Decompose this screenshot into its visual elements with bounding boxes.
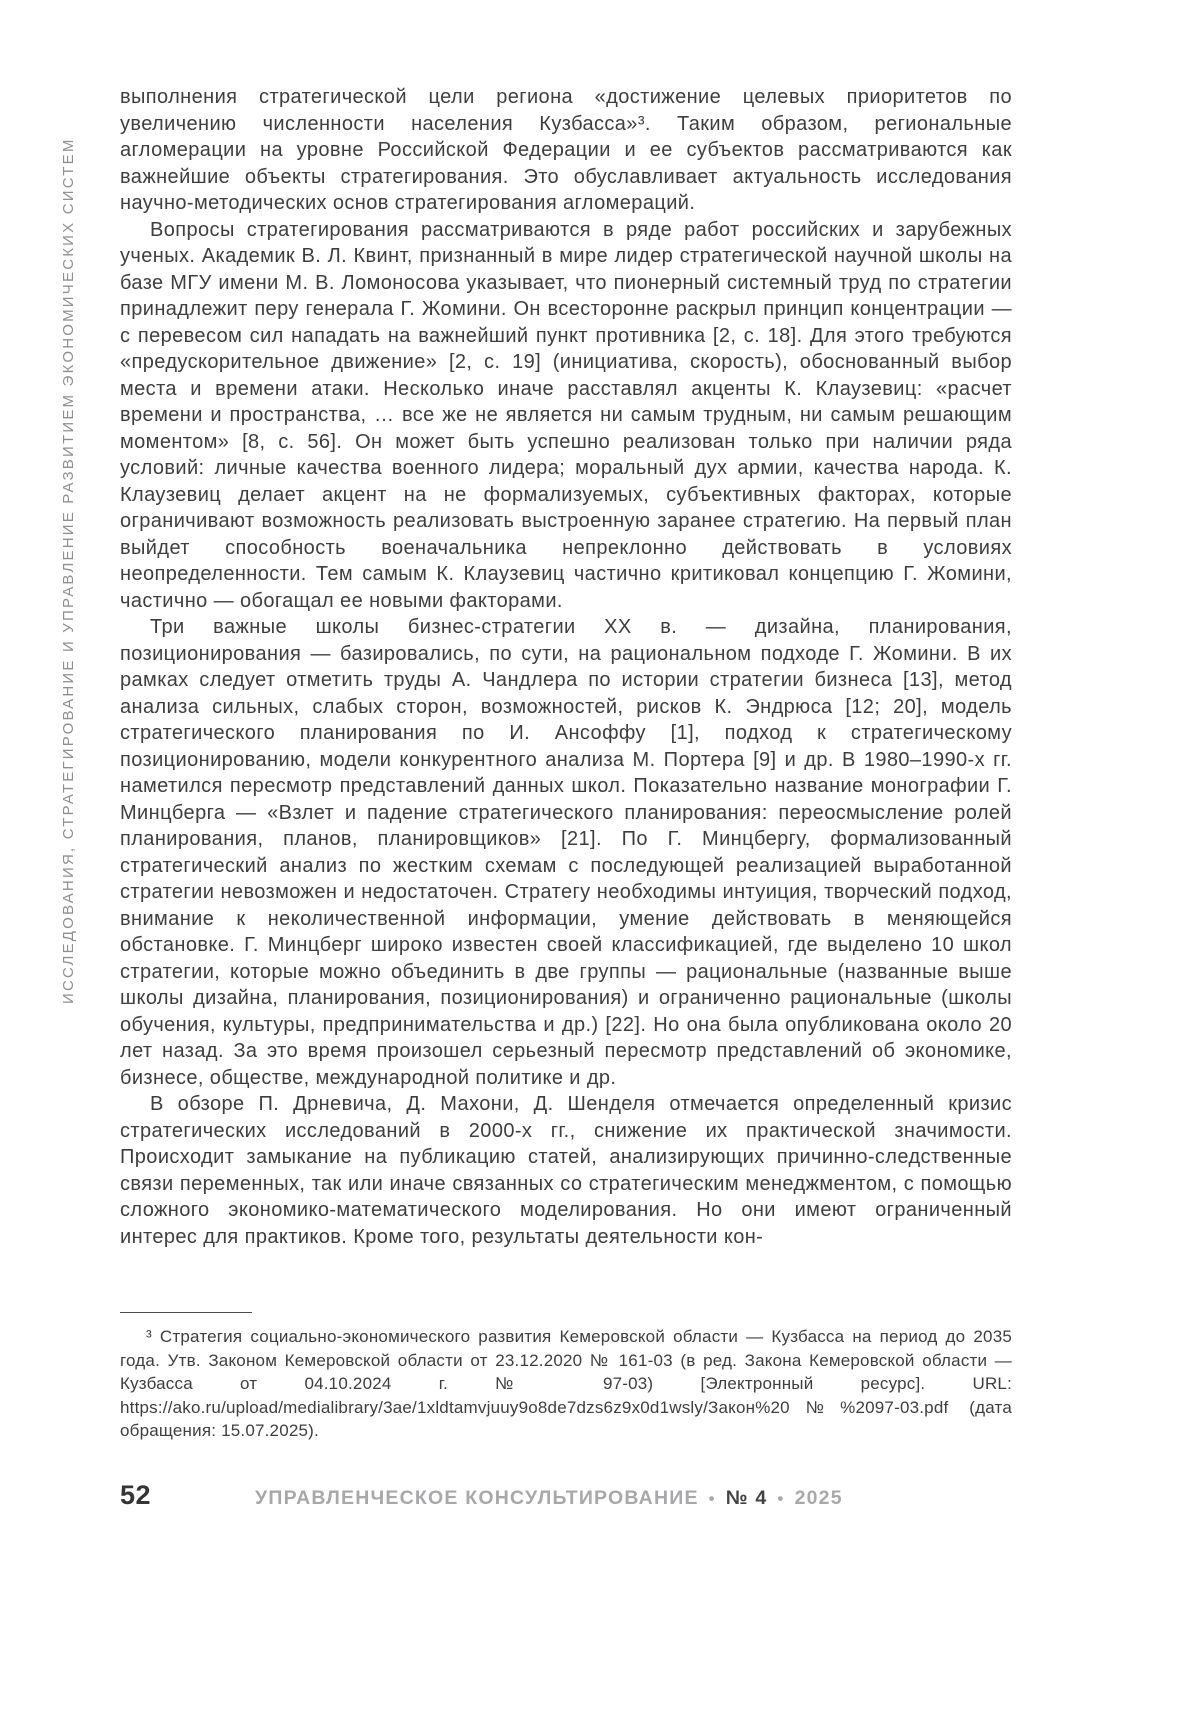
journal-line xyxy=(255,1487,843,1510)
issue-year: 2025 xyxy=(794,1487,843,1509)
journal-title: УПРАВЛЕНЧЕСКОЕ КОНСУЛЬТИРОВАНИЕ xyxy=(255,1487,699,1509)
footnote-separator-rule xyxy=(120,1312,252,1313)
footnote-block xyxy=(120,1312,1012,1443)
body-paragraph: В обзоре П. Дрневича, Д. Махони, Д. Шенделя отмечается определенный кризис стратегических исследований в 2000-х гг., снижение их практической значимости. Происходит замыкание на публикацию статей, анализирующих причинно-следственные связи переменных, так или иначе связанных со стратегическим менеджментом, с помощью сложного экономико-математического моделирования. Но они имеют ограниченный интерес для практиков. Кроме того, результаты деятельности кон- xyxy=(120,1093,1012,1248)
issue-number: № 4 xyxy=(725,1487,768,1509)
footer-separator-dot: • xyxy=(708,1489,716,1508)
sidebar-section-title: ИССЛЕДОВАНИЯ, СТРАТЕГИРОВАНИЕ И УПРАВЛЕНИЕ РАЗВИТИЕМ ЭКОНОМИЧЕСКИХ СИСТЕМ xyxy=(60,137,77,1004)
footnote-text: ³ Стратегия социально-экономического развития Кемеровской области — Кузбасса на период до 2035 года. Утв. Законом Кемеровской области от 23.12.2020 № 161-03 (в ред. Закона Кемеровской области — Кузбасса от 04.10.2024 г. № 97-03) [Электронный ресурс]. URL: https://ako.ru/upload/medialibrary/3ae/1xldtamvjuuy9o8de7dzs6z9x0d1wsly/Закон%20№%2097-03.pdf (дата обращения: 15.07.2025). xyxy=(120,1327,1012,1440)
body-paragraph: Три важные школы бизнес-стратегии XX в. — дизайна, планирования, позиционирования — базировались, по сути, на рациональном подходе Г. Жомини. В их рамках следует отметить труды А. Чандлера по истории стратегии бизнеса [13], метод анализа сильных, слабых сторон, возможностей, рисков К. Эндрюса [12; 20], модель стратегического планирования по И. Ансоффу [1], подход к стратегическому позиционированию, модели конкурентного анализа М. Портера [9] и др. В 1980–1990-х гг. наметился пересмотр представлений данных школ. Показательно название монографии Г. Минцберга — «Взлет и падение стратегического планирования: переосмысление ролей планирования, планов, планировщиков» [21]. По Г. Минцбергу, формализованный стратегический анализ по жестким схемам с последующей реализацией выработанной стратегии невозможен и недостаточен. Стратегу необходимы интуиция, творческий подход, внимание к неколичественной информации, умение действовать в меняющейся обстановке. Г. Минцберг широко известен своей классификацией, где выделено 10 школ стратегии, которые можно объединить в две группы — рациональные (названные выше школы дизайна, планирования, позиционирования) и ограниченно рациональные (школы обучения, культуры, предпринимательства и др.) [22]. Но она была опубликована около 20 лет назад. За это время произошел серьезный пересмотр представлений об экономике, бизнесе, обществе, международной политике и др. xyxy=(120,616,1012,1089)
article-body xyxy=(120,84,1012,1250)
footer-separator-dot: • xyxy=(777,1489,785,1508)
page-footer xyxy=(120,1480,1020,1511)
body-paragraph: Вопросы стратегирования рассматриваются в ряде работ российских и зарубежных ученых. Академик В. Л. Квинт, признанный в мире лидер стратегической научной школы на базе МГУ имени М. В. Ломоносова указывает, что пионерный системный труд по стратегии принадлежит перу генерала Г. Жомини. Он всесторонне раскрыл принцип концентрации — с перевесом сил нападать на важнейший пункт противника [2, с. 18]. Для этого требуются «предускорительное движение» [2, с. 19] (инициатива, скорость), обоснованный выбор места и времени атаки. Несколько иначе расставлял акценты К. Клаузевиц: «расчет времени и пространства, … все же не является ни самым трудным, ни самым решающим моментом» [8, с. 56]. Он может быть успешно реализован только при наличии ряда условий: личные качества военного лидера; моральный дух армии, качества народа. К. Клаузевиц делает акцент на не формализуемых, субъективных факторах, которые ограничивают возможность реализовать выстроенную заранее стратегию. На первый план выйдет способность военачальника непреклонно действовать в условиях неопределенности. Тем самым К. Клаузевиц частично критиковал концепцию Г. Жомини, частично — обогащал ее новыми факторами. xyxy=(120,218,1012,612)
page-number: 52 xyxy=(120,1480,152,1510)
body-paragraph: выполнения стратегической цели региона «достижение целевых приоритетов по увеличению численности населения Кузбасса»³. Таким образом, региональные агломерации на уровне Российской Федерации и ее субъектов рассматриваются как важнейшие объекты стратегирования. Это обуславливает актуальность исследования научно-методических основ стратегирования агломераций. xyxy=(120,86,1012,214)
